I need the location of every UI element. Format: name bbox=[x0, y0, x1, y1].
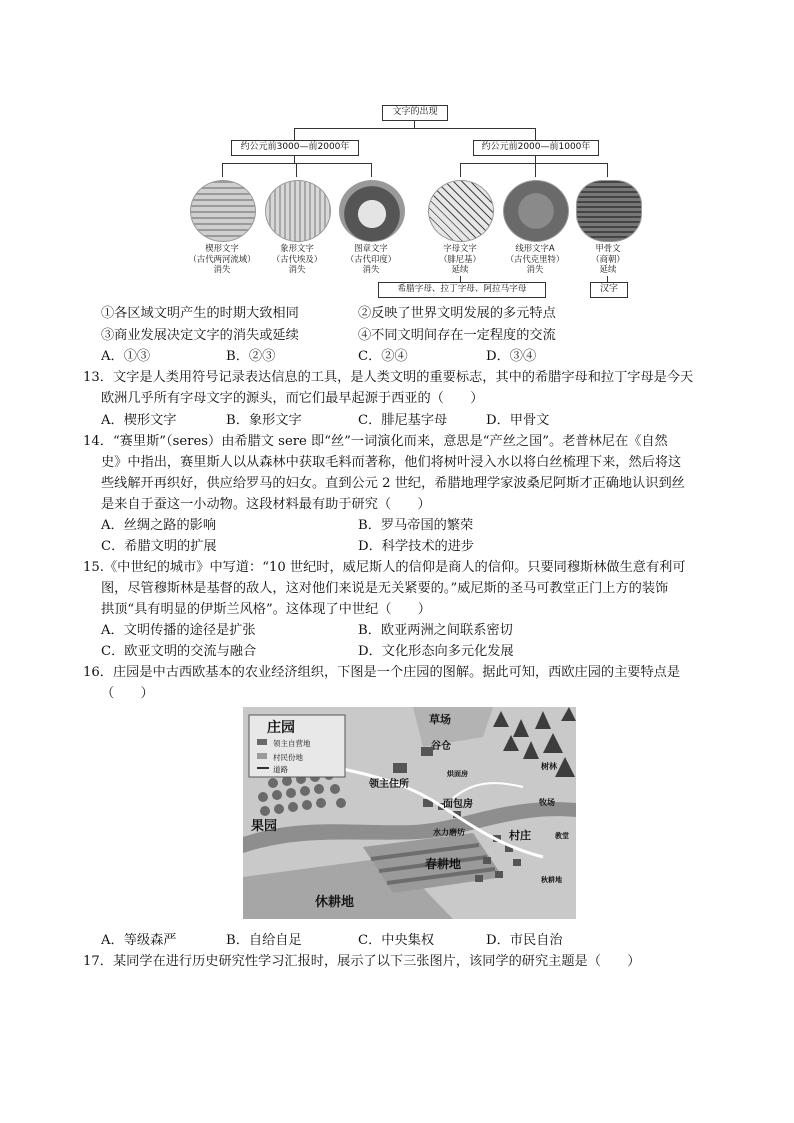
q12-statement-2: ②反映了世界文明发展的多元特点 bbox=[358, 306, 556, 321]
q13-option-a[interactable]: A．楔形文字 bbox=[101, 413, 177, 428]
phoenician-alphabet-image bbox=[428, 180, 494, 242]
q14-stem-line-3: 些线解开再织好，供应给罗马的妇女。直到公元 2 世纪，希腊地理学家波桑尼阿斯才正确地认识到丝 bbox=[101, 476, 685, 491]
q12-option-d[interactable]: D．③④ bbox=[486, 349, 537, 364]
map-label-church: 教堂 bbox=[555, 832, 569, 840]
q15-option-d[interactable]: D．文化形态向多元化发展 bbox=[358, 644, 514, 659]
q13-option-c[interactable]: C．腓尼基字母 bbox=[358, 413, 448, 428]
map-legend-villager: 村民份地 bbox=[273, 753, 303, 762]
map-label-mill: 水力磨坊 bbox=[433, 828, 465, 837]
q16-option-b[interactable]: B．自给自足 bbox=[226, 933, 302, 948]
map-label-oven: 烘面房 bbox=[447, 770, 468, 778]
q13-option-d[interactable]: D．甲骨文 bbox=[486, 413, 550, 428]
q17-stem-line-1: 17．某同学在进行历史研究性学习汇报时，展示了以下三张图片，该同学的研究主题是（ ） bbox=[83, 954, 641, 969]
q16-option-c[interactable]: C．中央集权 bbox=[358, 933, 435, 948]
q12-statement-1: ①各区域文明产生的时期大致相同 bbox=[101, 306, 299, 321]
q12-option-b[interactable]: B．②③ bbox=[226, 349, 276, 364]
q12-statement-4: ④不同文明间存在一定程度的交流 bbox=[358, 328, 556, 343]
q14-option-b[interactable]: B．罗马帝国的繁荣 bbox=[358, 518, 474, 533]
manor-map bbox=[243, 707, 576, 919]
q15-stem-line-3: 拱顶“具有明显的伊斯兰风格”。这体现了中世纪（ ） bbox=[101, 602, 431, 617]
q15-stem-line-2: 图，尽管穆斯林是基督的敌人，这对他们来说是无关紧要的。”威尼斯的圣马可教堂正门上方的装饰 bbox=[101, 581, 669, 596]
caption-hieroglyph: 象形文字 （古代埃及） 消失 bbox=[271, 243, 323, 274]
q12-option-c[interactable]: C．②④ bbox=[358, 349, 408, 364]
q14-option-d[interactable]: D．科学技术的进步 bbox=[358, 539, 475, 554]
map-label-spring: 春耕地 bbox=[425, 857, 462, 871]
q12-option-a[interactable]: A．①③ bbox=[101, 349, 151, 364]
q13-stem-line-1: 13．文字是人类用符号记录表达信息的工具，是人类文明的重要标志，其中的希腊字母和拉丁字母是今天 bbox=[83, 370, 694, 385]
q14-stem-line-4: 是来自于蚕这一小动物。这段材料最有助于研究（ ） bbox=[101, 497, 431, 512]
map-label-granary: 谷仓 bbox=[431, 741, 451, 752]
q13-option-b[interactable]: B．象形文字 bbox=[226, 413, 302, 428]
caption-phoenician: 字母文字 （腓尼基） 延续 bbox=[439, 243, 481, 274]
caption-cuneiform: 楔形文字 （古代两河流域） 消失 bbox=[188, 243, 256, 274]
map-label-autumn: 秋耕地 bbox=[541, 876, 562, 884]
seal-script-image bbox=[339, 180, 405, 242]
linear-a-image bbox=[503, 180, 569, 242]
map-label-fallow: 休耕地 bbox=[315, 895, 355, 910]
diagram-root-box: 文字的出现 bbox=[382, 105, 448, 121]
q14-stem-line-1: 14．“赛里斯”（seres）由希腊文 sere 即“丝”一词演化而来，意思是“产丝之国”。老普林尼在《自然 bbox=[83, 434, 668, 449]
caption-linear-a: 线形文字A （古代克里特） 消失 bbox=[505, 243, 565, 274]
q15-option-c[interactable]: C．欧亚文明的交流与融合 bbox=[101, 644, 257, 659]
map-label-village: 村庄 bbox=[509, 829, 531, 842]
q14-option-c[interactable]: C．希腊文明的扩展 bbox=[101, 539, 217, 554]
map-legend-lord: 领主自营地 bbox=[273, 739, 311, 748]
alphabet-descendant-box: 希腊字母、拉丁字母、阿拉马字母 bbox=[378, 282, 546, 298]
q16-option-d[interactable]: D．市民自治 bbox=[486, 933, 563, 948]
q16-stem-line-2: （ ） bbox=[101, 686, 154, 701]
q15-option-b[interactable]: B．欧亚两洲之间联系密切 bbox=[358, 623, 513, 638]
oracle-descendant-box: 汉字 bbox=[590, 282, 628, 298]
q13-stem-line-2: 欧洲几乎所有字母文字的源头，而它们最早起源于西亚的（ ） bbox=[101, 391, 484, 406]
map-label-bakery: 面包房 bbox=[443, 799, 473, 810]
period-left-box: 约公元前3000—前2000年 bbox=[231, 140, 359, 156]
q15-stem-line-1: 15.《中世纪的城市》中写道：“10 世纪时，威尼斯人的信仰是商人的信仰。只要同穆斯林做生意有利可 bbox=[83, 560, 686, 575]
q15-option-a[interactable]: A．文明传播的途径是扩张 bbox=[101, 623, 256, 638]
caption-seal: 图章文字 （古代印度） 消失 bbox=[345, 243, 397, 274]
map-label-orchard: 果园 bbox=[251, 819, 278, 834]
map-label-wood: 树林 bbox=[541, 762, 557, 771]
hieroglyph-tablet-image bbox=[265, 180, 331, 242]
q16-stem-line-1: 16．庄园是中古西欧基本的农业经济组织，下图是一个庄园的图解。据此可知，西欧庄园的主要特点是 bbox=[83, 665, 681, 680]
caption-oracle: 甲骨文 （商朝） 延续 bbox=[591, 243, 625, 274]
q14-stem-line-2: 史》中指出，赛里斯人以从森林中获取毛料而著称，他们将树叶浸入水以将白丝梳理下来，然后将这 bbox=[101, 455, 682, 470]
q14-option-a[interactable]: A．丝绸之路的影响 bbox=[101, 518, 217, 533]
map-label-meadow: 牧场 bbox=[539, 798, 555, 807]
q16-option-a[interactable]: A．等级森严 bbox=[101, 933, 177, 948]
q12-statement-3: ③商业发展决定文字的消失或延续 bbox=[101, 328, 299, 343]
map-label-lord-manor: 领主住所 bbox=[369, 779, 409, 790]
oracle-bone-image bbox=[576, 180, 642, 242]
period-right-box: 约公元前2000—前1000年 bbox=[473, 140, 599, 156]
map-label-pasture-top: 草场 bbox=[429, 713, 451, 726]
map-title: 庄园 bbox=[267, 720, 295, 736]
cuneiform-tablet-image bbox=[190, 180, 256, 242]
map-legend-road: 道路 bbox=[273, 765, 288, 774]
